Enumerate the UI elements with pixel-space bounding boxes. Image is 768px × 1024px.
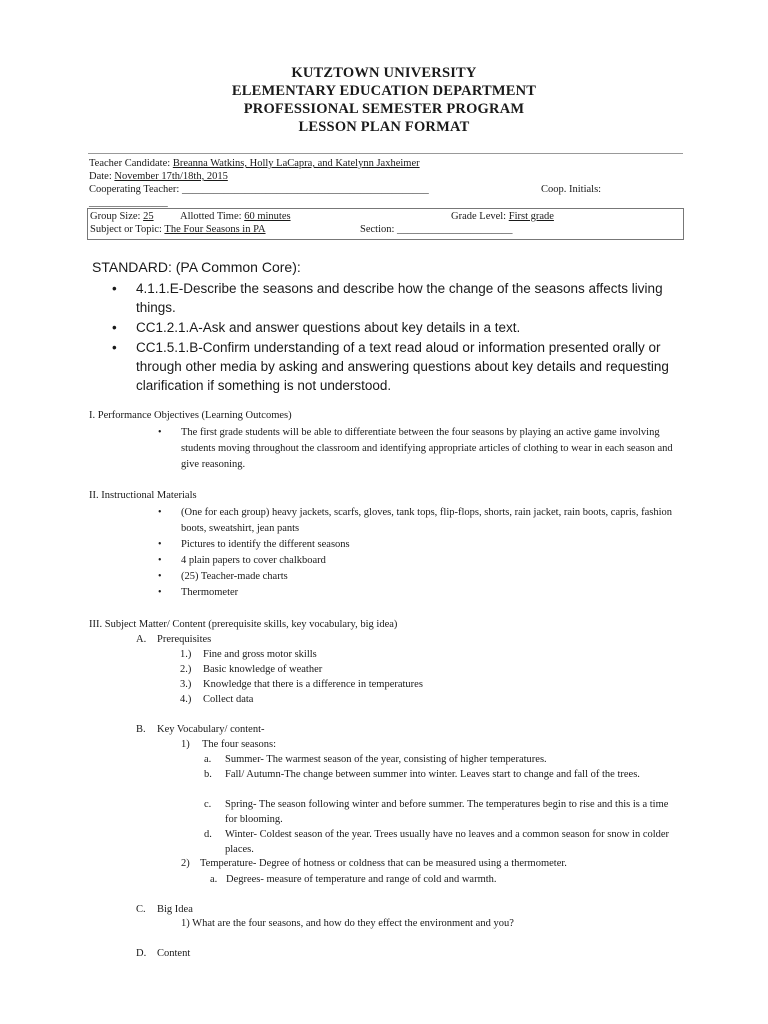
info-divider — [88, 153, 683, 154]
standard-item — [112, 318, 682, 337]
section-c-label: C. — [136, 904, 146, 915]
section-a-label: A. — [136, 634, 147, 645]
material-item — [158, 553, 678, 569]
season-definition: Spring- The season following winter and before summer. The temperatures begin to rise and this is a time for blooming. — [225, 799, 669, 825]
subject-topic — [90, 223, 266, 236]
group-size — [90, 210, 154, 223]
standard-heading: STANDARD: (PA Common Core): — [92, 259, 301, 275]
season-definition: Winter- Coldest season of the year. Trees usually have no leaves and a common season for snow in colder places. — [225, 829, 670, 855]
prereq-num: 3.) — [180, 679, 192, 690]
prereq-text: Basic knowledge of weather — [203, 664, 323, 675]
standard-item — [112, 279, 682, 317]
teacher-candidate-value: Breanna Watkins, Holly LaCapra, and Katelynn Jaxheimer — [172, 158, 420, 169]
season-letter: d. — [204, 829, 212, 840]
group-size-value: 25 — [143, 211, 154, 222]
materials-heading: II. Instructional Materials — [89, 490, 197, 501]
season-letter: a. — [204, 754, 212, 765]
section-d-label: D. — [136, 948, 147, 959]
document-title: LESSON PLAN FORMAT — [298, 119, 470, 135]
season-letter: c. — [204, 799, 212, 810]
prereq-text: Collect data — [203, 694, 254, 705]
prereq-num: 2.) — [180, 664, 192, 675]
section-b-label: B. — [136, 724, 146, 735]
big-idea-title: Big Idea — [157, 904, 193, 915]
teacher-candidate-label: Teacher Candidate: — [89, 158, 171, 169]
standard-item-text: CC1.2.1.A-Ask and answer questions about key details in a text. — [136, 320, 521, 335]
temperature-definition: Temperature- Degree of hotness or coldness that can be measured using a thermometer. — [200, 858, 567, 869]
material-item — [158, 505, 678, 537]
material-item — [158, 569, 678, 585]
performance-item-text: The first grade students will be able to differentiate between the four seasons by playing an active game involving students moving throughout the classroom and identifying appropriate articles of clothing to wear in each season and give reasoning. — [181, 427, 673, 470]
bullet-icon: • — [112, 281, 117, 296]
degrees-definition: Degrees- measure of temperature and range of cold and warmth. — [226, 874, 497, 885]
grade-level — [451, 210, 554, 223]
section-field: Section: ______________________ — [360, 224, 513, 235]
prerequisites-title: Prerequisites — [157, 634, 212, 645]
department-name: ELEMENTARY EDUCATION DEPARTMENT — [231, 83, 537, 99]
material-item-text: Thermometer — [181, 587, 239, 598]
performance-list — [158, 425, 678, 473]
bullet-icon: • — [112, 320, 117, 335]
bullet-icon: • — [158, 427, 162, 438]
key-vocabulary-title: Key Vocabulary/ content- — [157, 724, 265, 735]
subject-topic-value: The Four Seasons in PA — [164, 224, 266, 235]
standard-item-text: 4.1.1.E-Describe the seasons and describe how the change of the seasons affects living things. — [136, 281, 663, 315]
material-item-text: (One for each group) heavy jackets, scarfs, gloves, tank tops, flip-flops, shorts, rain jacket, rain boots, capris, fashion boots, sweatshirt, jean pants — [181, 507, 673, 534]
allotted-time-label: Allotted Time: — [180, 211, 242, 222]
teacher-candidate-row — [89, 157, 420, 170]
date-row — [89, 170, 228, 183]
material-item-text: (25) Teacher-made charts — [181, 571, 288, 582]
university-name: KUTZTOWN UNIVERSITY — [291, 65, 477, 81]
performance-item — [158, 425, 678, 473]
bullet-icon: • — [158, 555, 162, 566]
materials-list — [158, 505, 678, 601]
degrees-letter: a. — [210, 874, 218, 885]
season-definition: Fall/ Autumn-The change between summer into winter. Leaves start to change and fall of the trees. — [225, 769, 640, 780]
coop-initials-label: Coop. Initials: — [541, 184, 602, 195]
date-value: November 17th/18th, 2015 — [114, 171, 228, 182]
vocab-num: 1) — [181, 739, 190, 750]
subject-matter-heading: III. Subject Matter/ Content (prerequisite skills, key vocabulary, big idea) — [89, 619, 398, 630]
grade-level-value: First grade — [508, 211, 554, 222]
date-label: Date: — [89, 171, 112, 182]
cooperating-teacher-row: Cooperating Teacher: _______________________________________________ — [89, 184, 429, 195]
prereq-num: 1.) — [180, 649, 192, 660]
bullet-icon: • — [112, 340, 117, 355]
season-letter: b. — [204, 769, 212, 780]
bullet-icon: • — [158, 587, 162, 598]
prereq-text: Knowledge that there is a difference in temperatures — [203, 679, 423, 690]
grade-level-label: Grade Level: — [451, 211, 507, 222]
material-item-text: Pictures to identify the different seasons — [181, 539, 350, 550]
big-idea-text: 1) What are the four seasons, and how do they effect the environment and you? — [181, 918, 514, 929]
group-size-label: Group Size: — [90, 211, 141, 222]
allotted-time — [180, 210, 291, 223]
program-name: PROFESSIONAL SEMESTER PROGRAM — [243, 101, 525, 117]
document-header — [0, 64, 768, 136]
standard-item — [112, 338, 682, 395]
performance-heading: I. Performance Objectives (Learning Outcomes) — [89, 410, 292, 421]
standard-item-text: CC1.5.1.B-Confirm understanding of a text read aloud or information presented orally or through other media by asking and answering questions about key details and requesting clarification if something is not understood. — [136, 340, 669, 393]
prereq-text: Fine and gross motor skills — [203, 649, 317, 660]
season-definition: Summer- The warmest season of the year, consisting of higher temperatures. — [225, 754, 547, 765]
material-item-text: 4 plain papers to cover chalkboard — [181, 555, 326, 566]
vocab-num: 2) — [181, 858, 190, 869]
content-title: Content — [157, 948, 191, 959]
material-item — [158, 537, 678, 553]
four-seasons-title: The four seasons: — [202, 739, 277, 750]
prereq-num: 4.) — [180, 694, 192, 705]
subject-topic-label: Subject or Topic: — [90, 224, 162, 235]
allotted-time-value: 60 minutes — [244, 211, 291, 222]
bullet-icon: • — [158, 571, 162, 582]
coop-initials-blank: _______________ — [89, 197, 168, 208]
standard-list — [112, 279, 682, 396]
material-item — [158, 585, 678, 601]
bullet-icon: • — [158, 507, 162, 518]
bullet-icon: • — [158, 539, 162, 550]
